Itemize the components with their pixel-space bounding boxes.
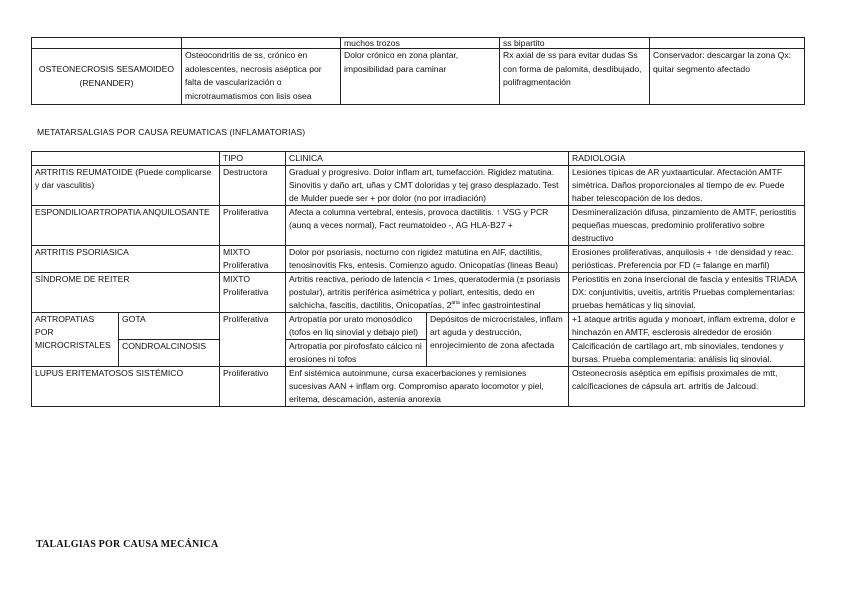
table-row: [32, 273, 805, 313]
header-tipo: TIPO: [220, 152, 286, 166]
footer-heading: TALALGIAS POR CAUSA MECÁNICA: [36, 539, 219, 550]
clinica-text: infec gastrointestinal: [459, 300, 541, 310]
gota-radiologia-cell: +1 ataque artritis aguda y monoart, inflam extrema, dolor e hinchazón en AMTF, esclerosis alrededor de erosión: [569, 313, 805, 340]
gota-clinica-cell: Artropatía por urato monosódico (tofos en liq sinovial y debajo piel): [286, 313, 427, 340]
row-radiologia-cell: Erosiones proliferativas, anquilosis + ↑de densidad y reac. periósticas. Preferencia por FD (= falange en marfil): [569, 246, 805, 273]
table-row: [32, 206, 805, 246]
row-name-cell: ARTRITIS REUMATOIDE (Puede complicarse y dar vasculitis): [32, 166, 220, 206]
osteonecrosis-name-cell: OSTEONECROSIS SESAMOIDEO (RENANDER): [32, 49, 182, 105]
lupus-clinica-cell: Enf sistémica autoinmune, cursa exacerbaciones y remisiones sucesivas AAN + inflam org. Compromiso aparato locomotor y piel, eritema, descamación, astenia anorexia: [286, 367, 569, 407]
microcristales-group-cell: ARTROPATIAS POR MICROCRISTALES: [32, 313, 119, 367]
row-radiologia-cell: Desmineralización difusa, pinzamiento de AMTF, periostitis pequeñas muescas, predominio proliferativo sobre destructivo: [569, 206, 805, 246]
condro-radiologia-cell: Calcificación de cartílago art, mb sinoviales, tendones y bursas. Prueba complementaria: análisis liq sinovial.: [569, 340, 805, 367]
row-radiologia-cell: Periostitis en zona insercional de fascia y entesitis TRIADA DX: conjuntivitis, uveitis, artritis Pruebas complementarias: pruebas hemáticas y liq sinovial.: [569, 273, 805, 313]
row-clinica-cell: [286, 273, 569, 313]
table-row: [32, 49, 805, 105]
partial-radiologia-cell: ss bipartito: [500, 38, 650, 49]
row-tipo-cell: Proliferativa: [220, 206, 286, 246]
header-row: [32, 152, 805, 166]
row-clinica-cell: Afecta a columna vertebral, entesis, provoca dactilitis. ↑ VSG y PCR (aunq a veces normal), Fact reumatoideo -, AG HLA-B27 +: [286, 206, 569, 246]
row-name-cell: ESPONDILIOARTROPATIA ANQUILOSANTE: [32, 206, 220, 246]
empty-cell: [182, 38, 341, 49]
header-clinica: CLINICA: [286, 152, 569, 166]
table-row: [32, 38, 805, 49]
empty-cell: [650, 38, 805, 49]
osteonecrosis-etiologia-cell: Osteocondritis de ss, crónico en adolescentes, necrosis aséptica por falta de vascularización o microtraumatismos con lisis osea: [182, 49, 341, 105]
row-clinica-cell: Gradual y progresivo. Dolor inflam art, tumefacción. Rigidez matutina. Sinovitis y daño art, uñas y CMT doloridas y tej graso desplazado. Test de Mulder puede ser + por dolor (no por irradiación): [286, 166, 569, 206]
top-table: [31, 37, 805, 105]
row-tipo-cell: MIXTO Proliferativa: [220, 246, 286, 273]
lupus-tipo-cell: Proliferativo: [220, 367, 286, 407]
table-row: [32, 340, 805, 367]
lupus-name-cell: LUPUS ERITEMATOSOS SISTÉMICO: [32, 367, 220, 407]
microcristales-tipo-cell: Proliferativa: [220, 313, 286, 367]
osteonecrosis-clinica-cell: Dolor crónico en zona plantar, imposibilidad para caminar: [341, 49, 500, 105]
empty-header-cell: [32, 152, 220, 166]
microcristales-shared-clinica-cell: Depósitos de microcristales, inflam art aguda y destrucción, enrojecimiento de zona afectada: [427, 313, 569, 367]
gota-name-cell: GOTA: [119, 313, 220, 340]
empty-cell: [32, 38, 182, 49]
table-row: [32, 246, 805, 273]
lupus-radiologia-cell: Osteonecrosis aséptica em epífisis proximales de mtt, calcificaciones de cápsula art. artritis de Jalcoud.: [569, 367, 805, 407]
table-row: [32, 367, 805, 407]
row-name-cell: SÍNDROME DE REITER: [32, 273, 220, 313]
header-radiologia: RADIOLOGIA: [569, 152, 805, 166]
clinica-text: Artritis reactiva, periodo de latencia < 1mes, queratodermia (± psoriasis postular), artritis periférica asimétrica y poliart, entesitis, dedo en salchicha, fascitis, dactilitis, Onicopatías, 2: [289, 274, 561, 310]
row-tipo-cell: Destructora: [220, 166, 286, 206]
partial-clinica-cell: muchos trozos: [341, 38, 500, 49]
table-row: [32, 313, 805, 340]
clinica-superscript: aria: [451, 300, 460, 307]
row-clinica-cell: Dolor por psoriasis, nocturno con rigidez matutina en AIF, dactilitis, tenosinovitis Fks, entesis. Comienzo agudo. Onicopatías (lineas Beau): [286, 246, 569, 273]
row-radiologia-cell: Lesiones típicas de AR yuxtaarticular. Afectación AMTF simétrica. Daños proporcionales al tiempo de ev. Puede haber telescopación de los dedos.: [569, 166, 805, 206]
row-name-cell: ARTRITIS PSORIASICA: [32, 246, 220, 273]
table-row: [32, 166, 805, 206]
condro-name-cell: CONDROALCINOSIS: [119, 340, 220, 367]
osteonecrosis-tratamiento-cell: Conservador: descargar la zona Qx: quitar segmento afectado: [650, 49, 805, 105]
condro-clinica-cell: Artropatía por pirofosfato cálcico ni erosiones ni tofos: [286, 340, 427, 367]
section-title: METATARSALGIAS POR CAUSA REUMATICAS (INFLAMATORIAS): [37, 127, 306, 137]
row-tipo-cell: MIXTO Proliferativa: [220, 273, 286, 313]
metatarsalgias-table: [31, 151, 805, 407]
osteonecrosis-radiologia-cell: Rx axial de ss para evitar dudas Ss con forma de palomita, desdibujado, polifragmentación: [500, 49, 650, 105]
